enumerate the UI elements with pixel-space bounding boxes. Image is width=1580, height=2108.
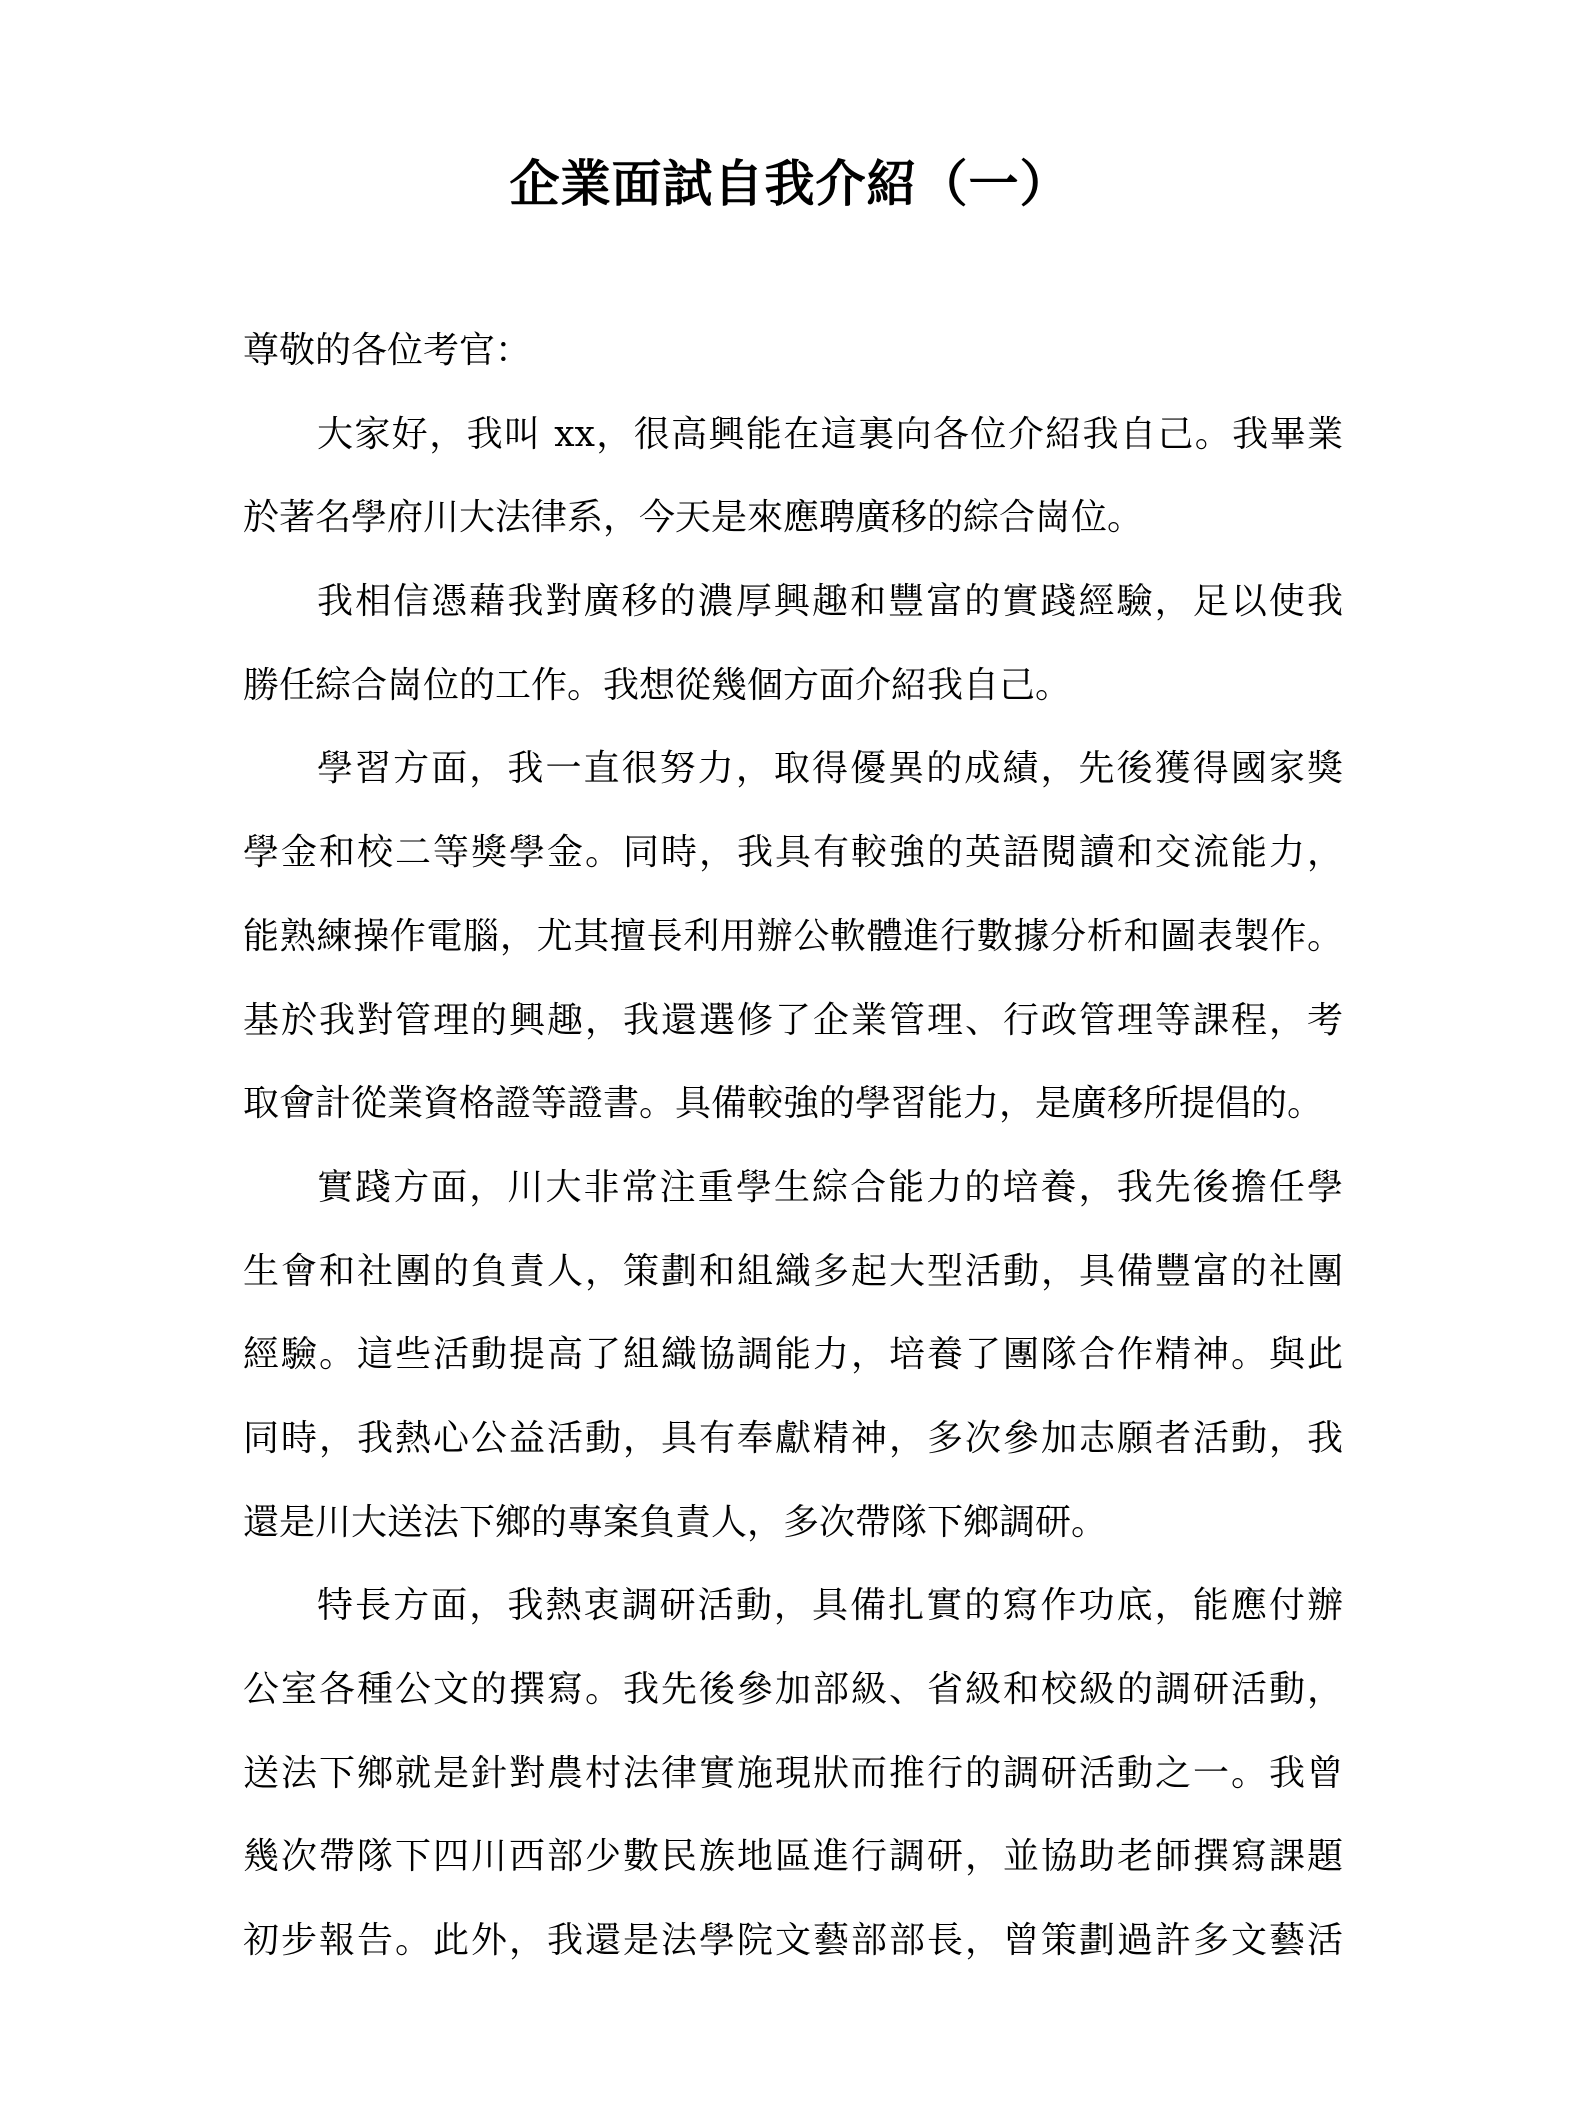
text-line: 同時，我熱心公益活動，具有奉獻精神，多次參加志願者活動，我	[243, 1417, 1343, 1459]
text-line: 尊敬的各位考官：	[243, 330, 532, 371]
document-title: 企業面試自我介紹（一）	[509, 154, 1071, 213]
text-line: 還是川大送法下鄉的專案負責人，多次帶隊下鄉調研。	[243, 1501, 1108, 1543]
text-line: 學習方面，我一直很努力，取得優異的成績，先後獲得國家獎	[317, 748, 1343, 790]
text-line: 實踐方面，川大非常注重學生綜合能力的培養，我先後擔任學	[317, 1166, 1343, 1208]
text-line: 我相信憑藉我對廣移的濃厚興趣和豐富的實踐經驗，足以使我	[317, 581, 1343, 623]
document-body	[243, 309, 1343, 1983]
paragraph	[243, 1564, 1343, 1982]
paragraph	[243, 560, 1343, 727]
text-line: 於著名學府川大法律系，今天是來應聘廣移的綜合崗位。	[243, 497, 1144, 539]
text-line: 勝任綜合崗位的工作。我想從幾個方面介紹我自己。	[243, 664, 1072, 706]
paragraph	[243, 309, 1343, 393]
paragraph	[243, 1146, 1343, 1564]
text-line: 幾次帶隊下四川西部少數民族地區進行調研，並協助老師撰寫課題	[243, 1836, 1343, 1878]
text-line: 初步報告。此外，我還是法學院文藝部部長，曾策劃過許多文藝活	[243, 1920, 1343, 1962]
text-line: 大家好，我叫 xx，很高興能在這裏向各位介紹我自己。我畢業	[317, 413, 1343, 455]
text-line: 送法下鄉就是針對農村法律實施現狀而推行的調研活動之一。我曾	[243, 1752, 1343, 1794]
text-line: 生會和社團的負責人，策劃和組織多起大型活動，具備豐富的社團	[243, 1250, 1343, 1292]
text-line: 能熟練操作電腦，尤其擅長利用辦公軟體進行數據分析和圖表製作。	[243, 915, 1343, 957]
text-line: 學金和校二等獎學金。同時，我具有較強的英語閱讀和交流能力，	[243, 832, 1343, 874]
text-line: 特長方面，我熱衷調研活動，具備扎實的寫作功底，能應付辦	[317, 1585, 1343, 1627]
text-line: 取會計從業資格證等證書。具備較強的學習能力，是廣移所提倡的。	[243, 1083, 1324, 1125]
text-line: 經驗。這些活動提高了組織協調能力，培養了團隊合作精神。與此	[243, 1334, 1343, 1376]
text-line: 基於我對管理的興趣，我還選修了企業管理、行政管理等課程，考	[243, 999, 1343, 1041]
text-line: 公室各種公文的撰寫。我先後參加部級、省級和校級的調研活動，	[243, 1669, 1343, 1710]
paragraph	[243, 393, 1343, 560]
paragraph	[243, 727, 1343, 1145]
